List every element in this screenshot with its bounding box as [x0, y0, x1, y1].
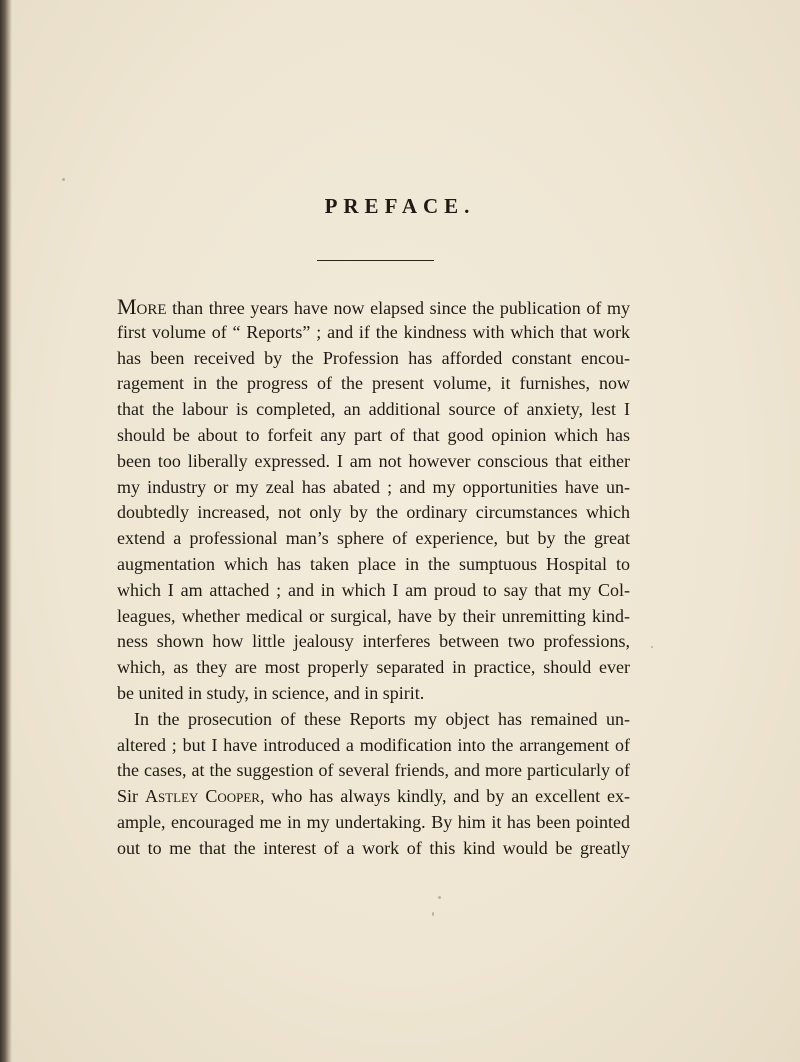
text-line: been too liberally expressed. I am not however conscious that either [117, 450, 630, 471]
text-line: extend a professional man’s sphere of experience, but by the great [117, 528, 630, 549]
text-line: first volume of “ Reports” ; and if the kindness with which that work [117, 321, 630, 342]
book-binding-shadow [0, 0, 12, 1062]
text-line: ample, encouraged me in my undertaking. By him it has been pointed [117, 811, 630, 832]
text-line: which, as they are most properly separated in practice, should ever [117, 657, 630, 678]
page-title: PREFACE. [324, 194, 476, 218]
text-line: the cases, at the suggestion of several friends, and more particularly of [117, 760, 630, 781]
text-line: augmentation which has taken place in the sumptuous Hospital to [117, 553, 630, 574]
text-line: that the labour is completed, an additional source of anxiety, lest I [117, 399, 630, 420]
text-line: doubtedly increased, not only by the ordinary circumstances which [117, 502, 630, 523]
text-line: ness shown how little jealousy interferes between two professions, [117, 631, 630, 652]
text-line: More than three years have now elapsed since the publication of my [117, 294, 630, 319]
paper-speck [62, 178, 65, 181]
paper-speck [432, 912, 434, 916]
text-line: Sir Astley Cooper, who has always kindly, and by an excellent ex- [117, 786, 631, 807]
text-line: In the prosecution of these Reports my object has remained un- [134, 708, 630, 729]
preface-body [117, 294, 630, 862]
text-line: has been received by the Profession has afforded constant encou- [117, 347, 630, 368]
opening-word: More [117, 294, 167, 319]
text-line: should be about to forfeit any part of that good opinion which has [117, 424, 630, 445]
title-rule [317, 260, 434, 261]
text-line: altered ; but I have introduced a modification into the arrangement of [117, 734, 630, 755]
paper-speck [438, 896, 441, 899]
text-line: which I am attached ; and in which I am proud to say that my Col- [117, 579, 630, 600]
text-line: out to me that the interest of a work of this kind would be greatly [117, 837, 630, 858]
person-name: Astley Cooper [144, 786, 260, 807]
text-line: be united in study, in science, and in spirit. [117, 682, 425, 703]
text-line: my industry or my zeal has abated ; and my opportunities have un- [117, 476, 630, 497]
paper-speck [651, 646, 653, 648]
text-line: ragement in the progress of the present volume, it furnishes, now [117, 373, 630, 394]
text-line: leagues, whether medical or surgical, have by their unremitting kind- [117, 605, 630, 626]
